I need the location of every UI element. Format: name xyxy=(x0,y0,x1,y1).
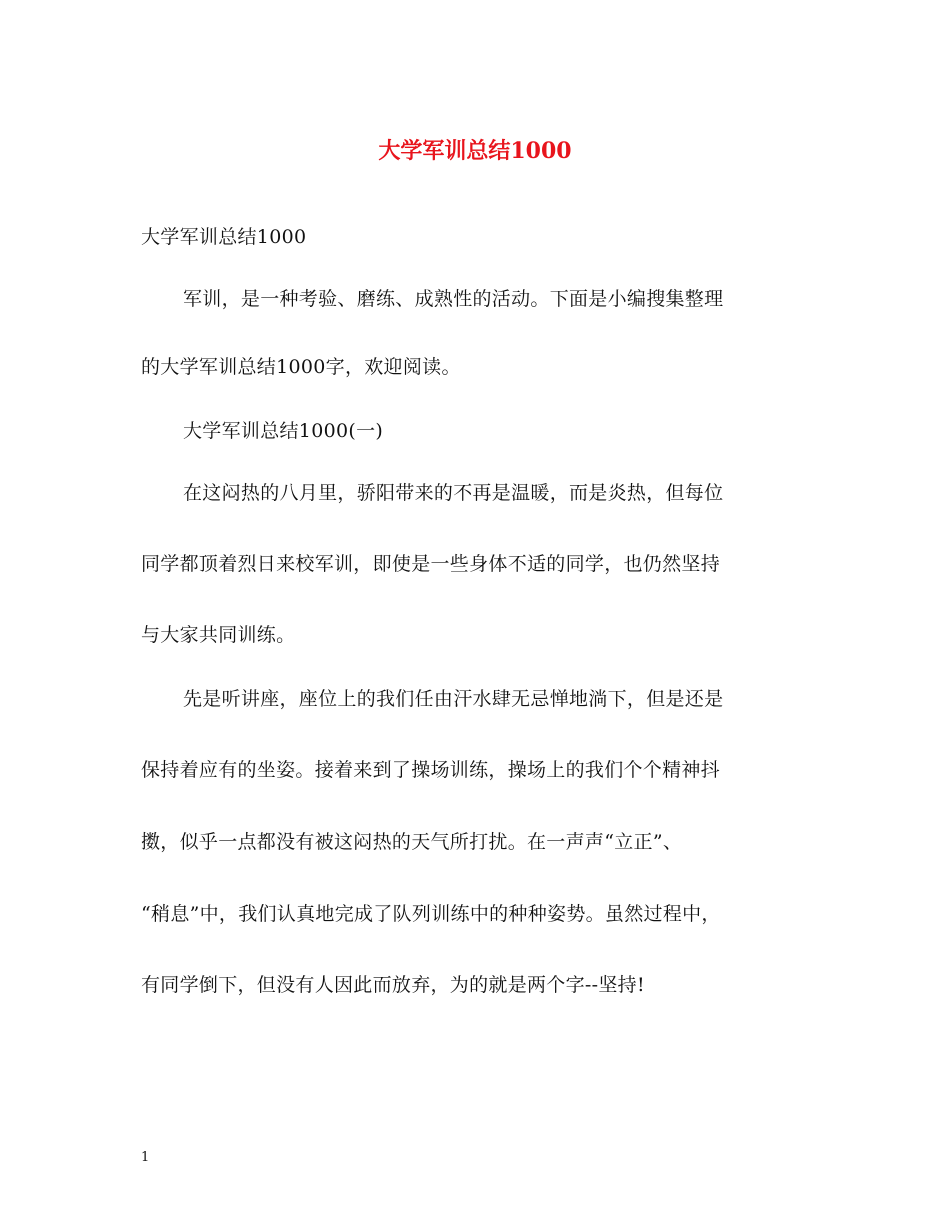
paragraph-line: 与大家共同训练。 xyxy=(141,624,296,646)
paragraph-line: 的大学军训总结1000字，欢迎阅读。 xyxy=(141,356,461,378)
paragraph-line: 擞，似乎一点都没有被这闷热的天气所打扰。在一声声“立正”、 xyxy=(141,831,683,853)
paragraph-line: 军训，是一种考验、磨练、成熟性的活动。下面是小编搜集整理 xyxy=(183,288,724,310)
paragraph-line: 同学都顶着烈日来校军训，即使是一些身体不适的同学，也仍然坚持 xyxy=(141,553,721,575)
document-subtitle: 大学军训总结1000 xyxy=(141,226,307,248)
page-number: 1 xyxy=(141,1150,150,1165)
paragraph-line: 保持着应有的坐姿。接着来到了操场训练，操场上的我们个个精神抖 xyxy=(141,759,721,781)
paragraph-line: 先是听讲座，座位上的我们任由汗水肆无忌惮地淌下，但是还是 xyxy=(183,688,724,710)
paragraph-line: 有同学倒下，但没有人因此而放弃，为的就是两个字--坚持! xyxy=(141,974,645,996)
document-title: 大学军训总结1000 xyxy=(378,138,572,164)
paragraph-line: 在这闷热的八月里，骄阳带来的不再是温暖，而是炎热，但每位 xyxy=(183,482,724,504)
section-heading: 大学军训总结1000(一) xyxy=(183,420,384,442)
paragraph-line: “稍息”中，我们认真地完成了队列训练中的种种姿势。虽然过程中， xyxy=(141,903,721,925)
